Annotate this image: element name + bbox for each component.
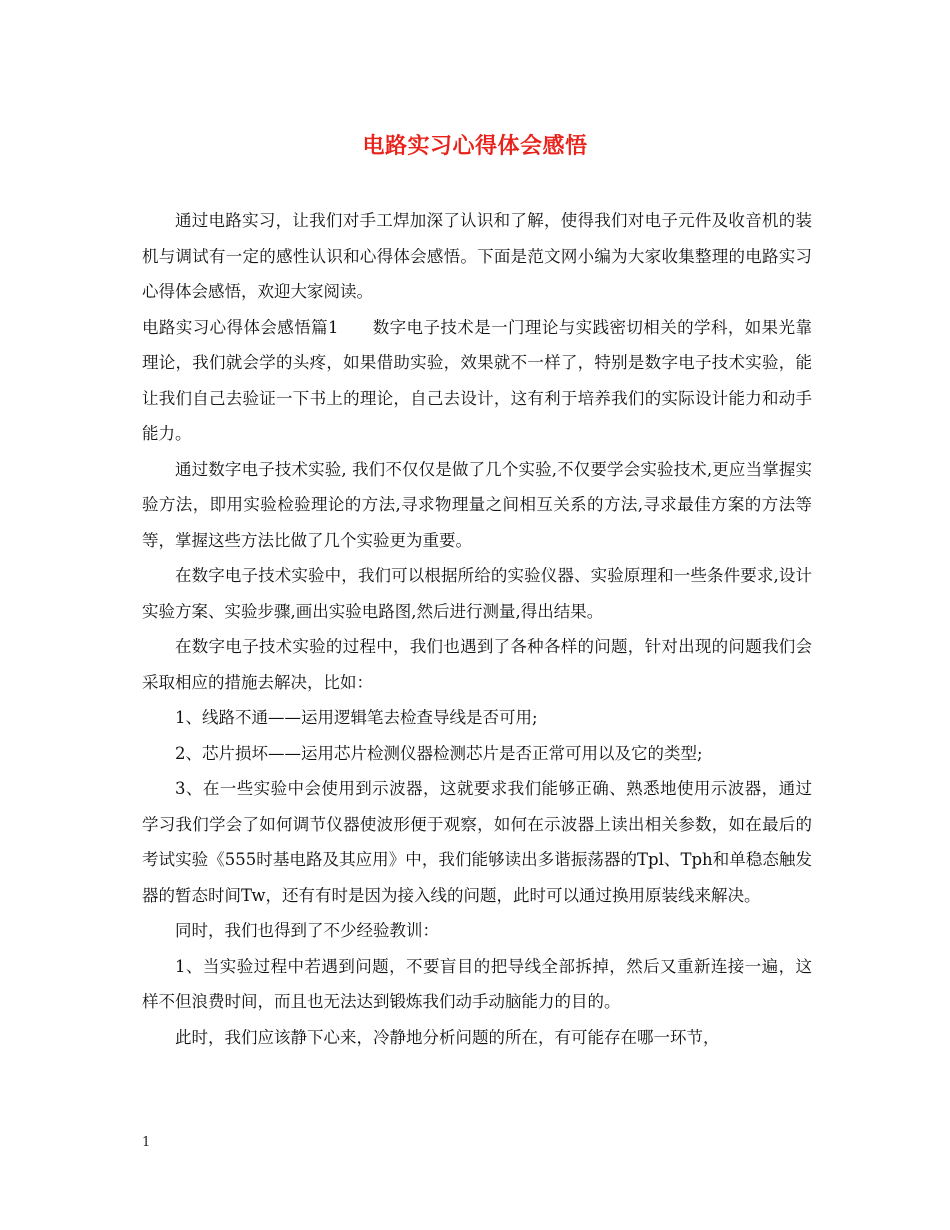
- paragraph-section-1: 电路实习心得体会感悟篇1 数字电子技术是一门理论与实践密切相关的学科，如果光靠理论，我们就会学的头疼，如果借助实验，效果就不一样了，特别是数字电子技术实验，能让我们自己去验证一下书上的理论，自己去设计，这有利于培养我们的实际设计能力和动手能力。: [142, 317, 812, 443]
- list-item: 1、当实验过程中若遇到问题，不要盲目的把导线全部拆掉，然后又重新连接一遍，这样不但浪费时间，而且也无法达到锻炼我们动手动脑能力的目的。: [142, 956, 812, 1011]
- paragraph: 此时，我们应该静下心来，冷静地分析问题的所在，有可能存在哪一环节，: [175, 1027, 720, 1047]
- paragraph: 在数字电子技术实验的过程中，我们也遇到了各种各样的问题，针对出现的问题我们会采取相应的措施去解决，比如：: [142, 637, 812, 692]
- list-item: 1、线路不通——运用逻辑笔去检查导线是否可用;: [175, 708, 538, 727]
- paragraph: 通过数字电子技术实验, 我们不仅仅是做了几个实验,不仅要学会实验技术,更应当掌握实验方法，即用实验检验理论的方法,寻求物理量之间相互关系的方法,寻求最佳方案的方法等等，掌握这些方法比做了几个实验更为重要。: [142, 459, 812, 550]
- paragraph: 在数字电子技术实验中，我们可以根据所给的实验仪器、实验原理和一些条件要求,设计实验方案、实验步骤,画出实验电路图,然后进行测量,得出结果。: [142, 566, 812, 621]
- list-item: 2、芯片损坏——运用芯片检测仪器检测芯片是否正常可用以及它的类型;: [175, 743, 703, 763]
- paragraph-intro: 通过电路实习，让我们对手工焊加深了认识和了解，使得我们对电子元件及收音机的装机与调试有一定的感性认识和心得体会感悟。下面是范文网小编为大家收集整理的电路实习心得体会感悟，欢迎大家阅读。: [142, 211, 812, 301]
- document-title: 电路实习心得体会感悟: [362, 133, 588, 159]
- page-number: 1: [142, 1135, 151, 1150]
- document-body: [142, 203, 812, 1055]
- paragraph: 同时，我们也得到了不少经验教训：: [175, 921, 439, 940]
- list-item: 3、在一些实验中会使用到示波器，这就要求我们能够正确、熟悉地使用示波器，通过学习我们学会了如何调节仪器使波形便于观察，如何在示波器上读出相关参数，如在最后的考试实验《555时基电路及其应用》中，我们能够读出多谐振荡器的Tpl、Tph和单稳态触发器的暂态时间Tw，还有有时是因为接入线的问题，此时可以通过换用原装线来解决。: [142, 779, 812, 905]
